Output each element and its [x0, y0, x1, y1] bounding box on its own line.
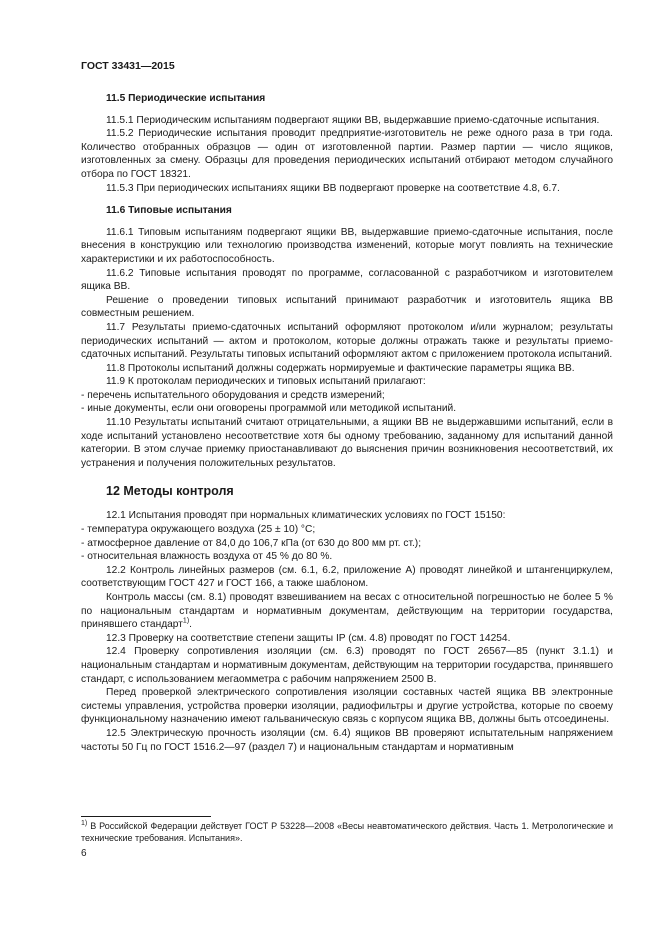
paragraph: 11.5.3 При периодических испытаниях ящики ВВ подвергают проверке на соответствие 4.8, 6.7. — [106, 182, 560, 194]
paragraph: 11.6.1 Типовым испытаниям подвергают ящики ВВ, выдержавшие приемо-сдаточные испытания, после внесения в конструкцию или технологию производства изменений, которые могут повлиять на технические характеристики и их работоспособность. — [81, 226, 613, 265]
footnote-divider — [81, 816, 211, 817]
paragraph: 12.4 Проверку сопротивления изоляции (см. 6.3) проводят по ГОСТ 26567—85 (пункт 3.1.1) и национальным стандартам и нормативным документам, действующим на территории государства, принявшего стандарт, с использованием мегаомметра с рабочим напряжением 2500 В. — [81, 646, 613, 685]
footnote-reference: 1) — [182, 617, 190, 625]
paragraph: 11.5.1 Периодическим испытаниям подвергают ящики ВВ, выдержавшие приемо-сдаточные испытания. — [106, 114, 600, 126]
paragraph: 11.9 К протоколам периодических и типовых испытаний прилагают: — [106, 376, 426, 388]
section-heading-11-5: 11.5 Периодические испытания — [106, 93, 266, 104]
section-heading-11-6: 11.6 Типовые испытания — [106, 205, 232, 217]
paragraph-mass-control — [81, 591, 613, 632]
paragraph: 11.5.2 Периодические испытания проводит предприятие-изготовитель не реже одного раза в три года. Количество отобранных образцов — один от изготовленной партии. Размер партии — число ящиков, изготовленных за смену. Образцы для проведения периодических испытаний отбирают методом случайного отбора по ГОСТ 18321. — [81, 128, 613, 180]
paragraph: 12.3 Проверку на соответствие степени защиты IP (см. 4.8) проводят по ГОСТ 14254. — [106, 632, 511, 644]
footnote — [81, 820, 613, 844]
paragraph: 11.8 Протоколы испытаний должны содержать нормируемые и фактические параметры ящика ВВ. — [106, 362, 575, 374]
document-header: ГОСТ 33431—2015 — [81, 60, 175, 72]
paragraph: 11.7 Результаты приемо-сдаточных испытаний оформляют протоколом и/или журналом; результаты периодических испытаний — актом и протоколом, которые должны отражать также и результаты приемо-сдаточных испытаний. Результаты типовых испытаний оформляют актом с приложением протокола испытаний. — [81, 321, 613, 361]
footnote-text: В Российской Федерации действует ГОСТ Р 53228—2008 «Весы неавтоматического действия. Часть 1. Метрологические и технические требования. Испытания». — [81, 821, 613, 843]
section-heading-12: 12 Методы контроля — [106, 484, 234, 499]
list-item: - перечень испытательного оборудования и средств измерений; — [81, 389, 385, 401]
list-item: - атмосферное давление от 84,0 до 106,7 кПа (от 630 до 800 мм рт. ст.); — [81, 537, 422, 549]
list-item: - температура окружающего воздуха (25 ± 10) °С; — [81, 524, 316, 536]
paragraph: Решение о проведении типовых испытаний принимают разработчик и изготовитель ящика ВВ совместным решением. — [81, 294, 613, 320]
paragraph: 12.5 Электрическую прочность изоляции (см. 6.4) ящиков ВВ проверяют испытательным напряжением частоты 50 Гц по ГОСТ 1516.2—97 (раздел 7) и национальным стандартам и нормативным — [81, 727, 613, 753]
paragraph: 12.1 Испытания проводят при нормальных климатических условиях по ГОСТ 15150: — [106, 510, 506, 522]
paragraph: 11.6.2 Типовые испытания проводят по программе, согласованной с разработчиком и изготовителем ящика ВВ. — [81, 267, 613, 293]
paragraph-end: . — [189, 619, 192, 631]
list-item: - относительная влажность воздуха от 45 % до 80 %. — [81, 551, 333, 563]
paragraph-text: Контроль массы (см. 8.1) проводят взвешиванием на весах с относительной погрешностью не более 5 % по национальным стандартам и нормативным документам, действующим на территории государства, принявшего стандарт — [81, 592, 613, 631]
footnote-mark: 1) — [81, 820, 88, 827]
document-body — [81, 92, 613, 754]
paragraph: 12.2 Контроль линейных размеров (см. 6.1, 6.2, приложение А) проводят линейкой и штангенциркулем, соответствующим ГОСТ 427 и ГОСТ 166, а также шаблоном. — [81, 564, 613, 590]
paragraph: 11.10 Результаты испытаний считают отрицательными, а ящики ВВ не выдержавшими испытаний, если в ходе испытаний установлено несоответствие хотя бы одному требованию, заданному для испытаний данной категории. В этом случае приемку приостанавливают до выяснения причин возникновения несоответствий, их устранения и получения положительных результатов. — [81, 417, 613, 469]
paragraph: Перед проверкой электрического сопротивления изоляции составных частей ящика ВВ электронные системы управления, устройства проверки изоляции, радиофильтры и другие устройства, которые по своему функциональному назначению имеют гальваническую связь с корпусом ящика ВВ, должны быть отсоединены. — [81, 687, 613, 726]
page-number: 6 — [81, 848, 87, 859]
list-item: - иные документы, если они оговорены программой или методикой испытаний. — [81, 403, 457, 415]
